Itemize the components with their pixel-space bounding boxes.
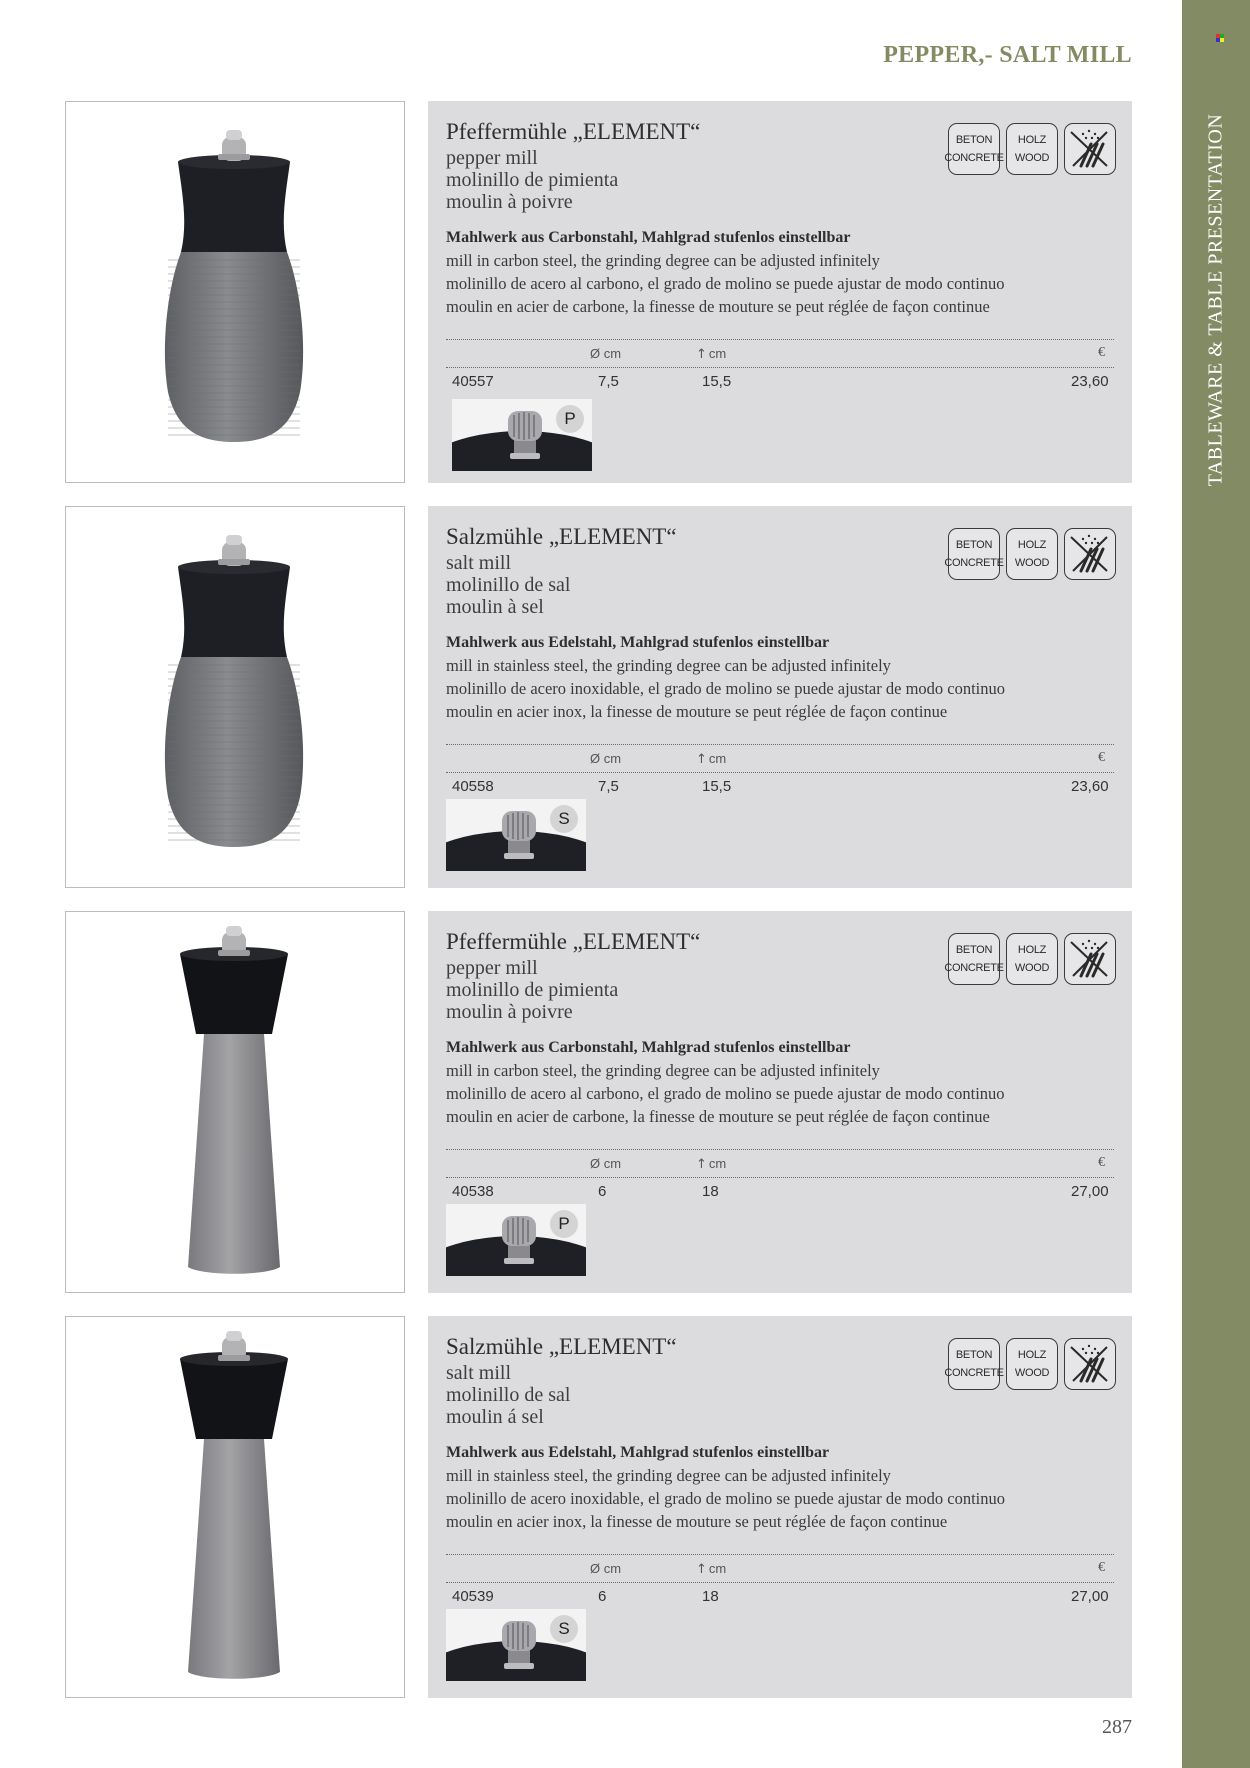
product-name-es: molinillo de pimienta xyxy=(446,169,619,191)
diameter-value: 6 xyxy=(598,1183,607,1200)
badge-label: BETON xyxy=(955,134,993,146)
color-registration-mark xyxy=(1216,34,1225,43)
wood-badge xyxy=(1006,933,1058,985)
product-info-panel xyxy=(428,101,1132,483)
table-header-divider xyxy=(446,1177,1114,1178)
article-number: 40539 xyxy=(452,1588,494,1605)
wood-badge xyxy=(1006,1338,1058,1390)
badge-label: HOLZ xyxy=(1017,1349,1047,1361)
price-value: 27,00 xyxy=(1071,1183,1109,1200)
concrete-badge xyxy=(944,528,1004,580)
description-es: molinillo de acero al carbono, el grado de molino se puede ajustar de modo continuo xyxy=(446,274,1005,293)
badge-label: WOOD xyxy=(1014,962,1050,974)
no-dishwasher-icon xyxy=(1064,123,1116,175)
badge-label: BETON xyxy=(955,1349,993,1361)
table-header-divider xyxy=(446,772,1114,773)
height-header-label: cm xyxy=(708,1156,727,1171)
wood-badge xyxy=(1006,123,1058,175)
height-value: 18 xyxy=(702,1183,719,1200)
price-value: 23,60 xyxy=(1071,373,1109,390)
height-arrow-icon: ↑ xyxy=(696,347,707,362)
badge-label: BETON xyxy=(955,539,993,551)
description-de: Mahlwerk aus Edelstahl, Mahlgrad stufenlos einstellbar xyxy=(446,1444,830,1461)
diameter-header: Ø cm xyxy=(590,1156,622,1171)
product-photo xyxy=(65,506,405,888)
table-top-divider xyxy=(446,744,1114,745)
no-dishwasher-icon xyxy=(1064,1338,1116,1390)
badge-label: BETON xyxy=(955,944,993,956)
badge-label: WOOD xyxy=(1014,557,1050,569)
mill-type-letter: S xyxy=(550,805,578,833)
product-name-fr: moulin á sel xyxy=(446,1406,544,1428)
product-name-fr: moulin à poivre xyxy=(446,191,573,213)
product-photo xyxy=(65,1316,405,1698)
product-name-es: molinillo de sal xyxy=(446,1384,571,1406)
grinder-detail-photo xyxy=(446,799,586,871)
description-fr: moulin en acier de carbone, la finesse de mouture se peut réglée de façon continue xyxy=(446,297,990,316)
price-header: € xyxy=(1098,1560,1105,1575)
page-number: 287 xyxy=(1102,1716,1132,1738)
price-header: € xyxy=(1098,1155,1105,1170)
height-header-label: cm xyxy=(708,346,727,361)
mill-type-letter: P xyxy=(556,405,584,433)
product-card xyxy=(0,506,1182,888)
height-value: 15,5 xyxy=(702,373,732,390)
product-photo xyxy=(65,101,405,483)
mill-image xyxy=(66,912,403,1291)
article-number: 40538 xyxy=(452,1183,494,1200)
description-fr: moulin en acier inox, la finesse de mouture se peut réglée de façon continue xyxy=(446,702,948,721)
height-value: 15,5 xyxy=(702,778,732,795)
grinder-detail-photo xyxy=(446,1204,586,1276)
badge-label: HOLZ xyxy=(1017,539,1047,551)
height-header xyxy=(696,1156,726,1172)
product-info-panel xyxy=(428,506,1132,888)
product-name-en: pepper mill xyxy=(446,957,538,979)
description-de: Mahlwerk aus Edelstahl, Mahlgrad stufenlos einstellbar xyxy=(446,634,830,651)
height-header xyxy=(696,346,726,362)
height-arrow-icon: ↑ xyxy=(696,752,707,767)
diameter-header: Ø cm xyxy=(590,751,622,766)
product-name-fr: moulin à sel xyxy=(446,596,544,618)
product-name-de: Salzmühle „ELEMENT“ xyxy=(446,1334,677,1359)
product-info-panel xyxy=(428,1316,1132,1698)
table-top-divider xyxy=(446,1554,1114,1555)
diameter-header: Ø cm xyxy=(590,346,622,361)
description-en: mill in stainless steel, the grinding degree can be adjusted infinitely xyxy=(446,656,891,675)
badge-label: WOOD xyxy=(1014,1367,1050,1379)
badge-label: HOLZ xyxy=(1017,134,1047,146)
wood-badge xyxy=(1006,528,1058,580)
badge-label: HOLZ xyxy=(1017,944,1047,956)
product-name-fr: moulin à poivre xyxy=(446,1001,573,1023)
badge-label: CONCRETE xyxy=(944,962,1004,974)
price-header: € xyxy=(1098,345,1105,360)
concrete-badge xyxy=(944,1338,1004,1390)
description-es: molinillo de acero inoxidable, el grado de molino se puede ajustar de modo continuo xyxy=(446,679,1006,698)
product-card xyxy=(0,911,1182,1293)
no-dishwasher-icon xyxy=(1064,528,1116,580)
product-card xyxy=(0,1316,1182,1698)
product-photo xyxy=(65,911,405,1293)
badge-label: CONCRETE xyxy=(944,557,1004,569)
mill-image xyxy=(66,1317,403,1696)
table-top-divider xyxy=(446,1149,1114,1150)
diameter-header: Ø cm xyxy=(590,1561,622,1576)
description-es: molinillo de acero inoxidable, el grado de molino se puede ajustar de modo continuo xyxy=(446,1489,1006,1508)
height-arrow-icon: ↑ xyxy=(696,1157,707,1172)
badge-label: CONCRETE xyxy=(944,1367,1004,1379)
mill-type-letter: S xyxy=(550,1615,578,1643)
concrete-badge xyxy=(944,933,1004,985)
product-card xyxy=(0,101,1182,483)
height-value: 18 xyxy=(702,1588,719,1605)
grinder-detail-photo xyxy=(452,399,592,471)
product-name-de: Pfeffermühle „ELEMENT“ xyxy=(446,119,701,144)
product-name-de: Salzmühle „ELEMENT“ xyxy=(446,524,677,549)
height-header xyxy=(696,751,726,767)
product-name-es: molinillo de sal xyxy=(446,574,571,596)
article-number: 40558 xyxy=(452,778,494,795)
product-name-en: pepper mill xyxy=(446,147,538,169)
price-value: 23,60 xyxy=(1071,778,1109,795)
article-number: 40557 xyxy=(452,373,494,390)
description-en: mill in carbon steel, the grinding degree can be adjusted infinitely xyxy=(446,1061,880,1080)
height-header xyxy=(696,1561,726,1577)
diameter-value: 6 xyxy=(598,1588,607,1605)
table-top-divider xyxy=(446,339,1114,340)
price-value: 27,00 xyxy=(1071,1588,1109,1605)
page-title: PEPPER,- SALT MILL xyxy=(883,42,1132,68)
description-en: mill in carbon steel, the grinding degree can be adjusted infinitely xyxy=(446,251,880,270)
concrete-badge xyxy=(944,123,1004,175)
description-de: Mahlwerk aus Carbonstahl, Mahlgrad stufenlos einstellbar xyxy=(446,229,851,246)
height-header-label: cm xyxy=(708,1561,727,1576)
grinder-detail-photo xyxy=(446,1609,586,1681)
description-es: molinillo de acero al carbono, el grado de molino se puede ajustar de modo continuo xyxy=(446,1084,1005,1103)
description-en: mill in stainless steel, the grinding degree can be adjusted infinitely xyxy=(446,1466,891,1485)
height-arrow-icon: ↑ xyxy=(696,1562,707,1577)
mill-type-letter: P xyxy=(550,1210,578,1238)
sidebar-label: TABLEWARE & TABLE PRESENTATION xyxy=(1204,113,1227,487)
description-fr: moulin en acier de carbone, la finesse de mouture se peut réglée de façon continue xyxy=(446,1107,990,1126)
product-name-en: salt mill xyxy=(446,552,511,574)
product-name-es: molinillo de pimienta xyxy=(446,979,619,1001)
description-de: Mahlwerk aus Carbonstahl, Mahlgrad stufenlos einstellbar xyxy=(446,1039,851,1056)
no-dishwasher-icon xyxy=(1064,933,1116,985)
mill-image xyxy=(66,507,403,886)
product-info-panel xyxy=(428,911,1132,1293)
badge-label: CONCRETE xyxy=(944,152,1004,164)
product-name-de: Pfeffermühle „ELEMENT“ xyxy=(446,929,701,954)
diameter-value: 7,5 xyxy=(598,778,619,795)
badge-label: WOOD xyxy=(1014,152,1050,164)
diameter-value: 7,5 xyxy=(598,373,619,390)
table-header-divider xyxy=(446,367,1114,368)
description-fr: moulin en acier inox, la finesse de mouture se peut réglée de façon continue xyxy=(446,1512,948,1531)
table-header-divider xyxy=(446,1582,1114,1583)
height-header-label: cm xyxy=(708,751,727,766)
product-name-en: salt mill xyxy=(446,1362,511,1384)
price-header: € xyxy=(1098,750,1105,765)
mill-image xyxy=(66,102,403,481)
